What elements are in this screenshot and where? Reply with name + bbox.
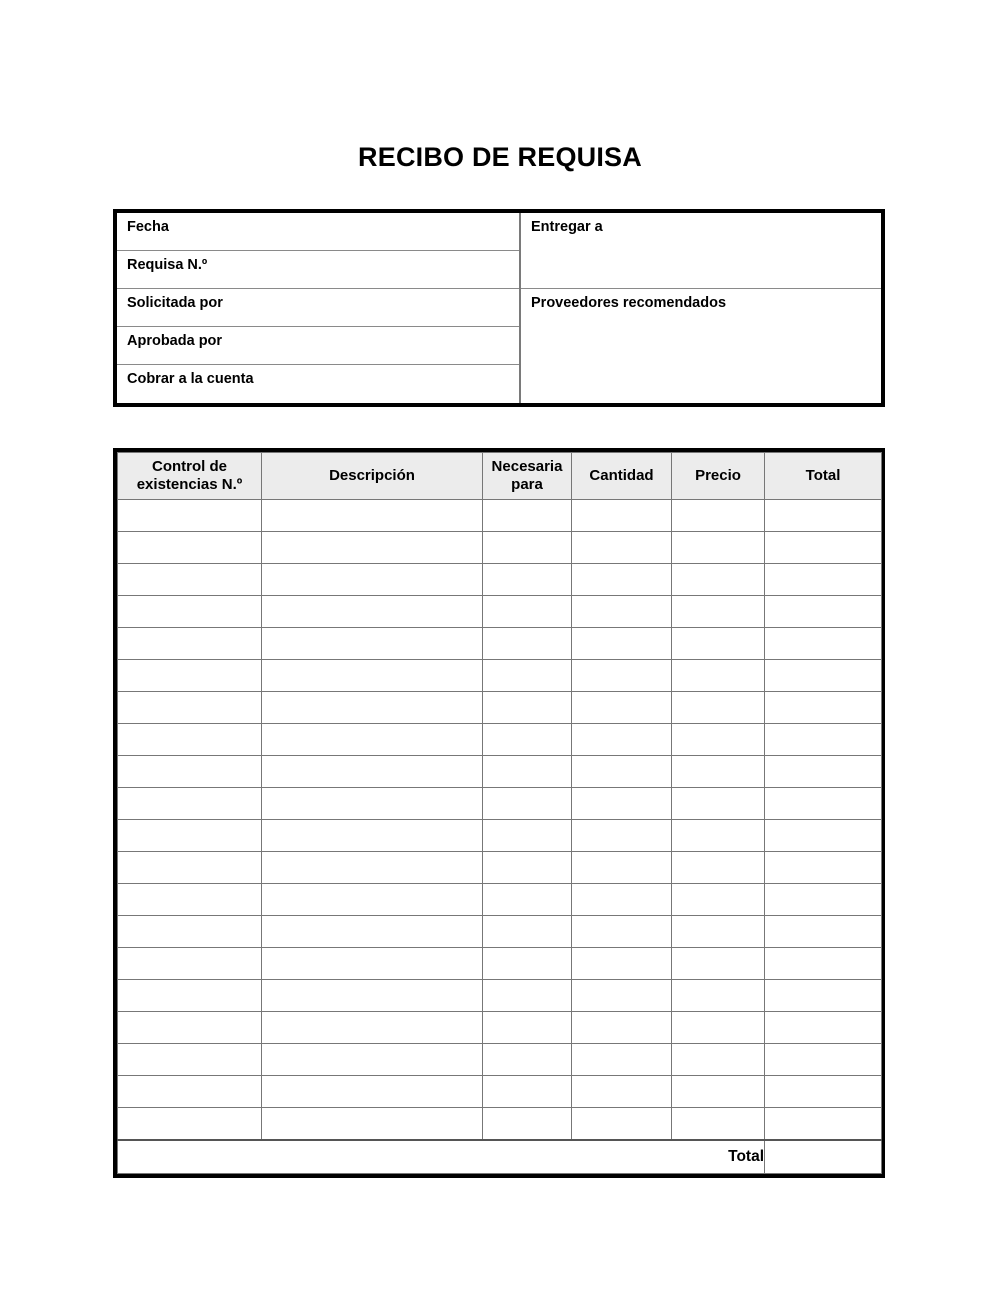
table-cell[interactable] (262, 884, 483, 916)
table-cell[interactable] (118, 596, 262, 628)
table-cell[interactable] (572, 1108, 672, 1141)
column-header-descripcion: Descripción (262, 453, 483, 500)
table-cell[interactable] (262, 1108, 483, 1141)
total-value-cell[interactable] (765, 1140, 882, 1174)
table-row (118, 1108, 882, 1141)
table-cell[interactable] (118, 948, 262, 980)
table-cell[interactable] (672, 884, 765, 916)
table-cell[interactable] (118, 788, 262, 820)
field-fecha[interactable] (117, 213, 519, 251)
table-cell[interactable] (672, 532, 765, 564)
column-header-cantidad: Cantidad (572, 453, 672, 500)
table-cell[interactable] (262, 916, 483, 948)
table-cell[interactable] (765, 692, 882, 724)
field-requisa-numero-label: Requisa N.º (127, 257, 208, 273)
table-row (118, 948, 882, 980)
table-cell[interactable] (483, 628, 572, 660)
table-cell[interactable] (262, 788, 483, 820)
table-cell[interactable] (483, 948, 572, 980)
table-cell[interactable] (765, 1076, 882, 1108)
table-cell[interactable] (572, 724, 672, 756)
table-row (118, 1012, 882, 1044)
table-cell[interactable] (765, 788, 882, 820)
table-cell[interactable] (483, 564, 572, 596)
table-cell[interactable] (672, 628, 765, 660)
table-row (118, 1044, 882, 1076)
table-row (118, 756, 882, 788)
table-cell[interactable] (572, 692, 672, 724)
table-cell[interactable] (483, 916, 572, 948)
table-cell[interactable] (483, 1076, 572, 1108)
table-cell[interactable] (572, 852, 672, 884)
table-cell[interactable] (483, 596, 572, 628)
table-cell[interactable] (262, 564, 483, 596)
table-row (118, 532, 882, 564)
table-cell[interactable] (765, 852, 882, 884)
table-row (118, 660, 882, 692)
table-cell[interactable] (765, 628, 882, 660)
table-cell[interactable] (765, 916, 882, 948)
table-cell[interactable] (572, 532, 672, 564)
table-cell[interactable] (262, 980, 483, 1012)
table-cell[interactable] (765, 500, 882, 532)
table-cell[interactable] (118, 500, 262, 532)
table-cell[interactable] (672, 916, 765, 948)
table-cell[interactable] (672, 820, 765, 852)
table-cell[interactable] (483, 532, 572, 564)
table-cell[interactable] (262, 1012, 483, 1044)
column-header-precio: Precio (672, 453, 765, 500)
table-cell[interactable] (483, 756, 572, 788)
field-aprobada-por-label: Aprobada por (127, 333, 223, 349)
table-row (118, 564, 882, 596)
table-row (118, 1076, 882, 1108)
table-cell[interactable] (118, 692, 262, 724)
table-row (118, 500, 882, 532)
field-solicitada-por[interactable] (117, 289, 519, 327)
table-cell[interactable] (765, 532, 882, 564)
table-row (118, 788, 882, 820)
items-table-body (118, 500, 882, 1141)
table-cell[interactable] (765, 884, 882, 916)
table-cell[interactable] (262, 724, 483, 756)
table-cell[interactable] (765, 1108, 882, 1141)
table-cell[interactable] (765, 756, 882, 788)
table-cell[interactable] (572, 564, 672, 596)
table-cell[interactable] (765, 1044, 882, 1076)
table-cell[interactable] (672, 660, 765, 692)
field-proveedores-recomendados[interactable] (521, 289, 881, 403)
items-table-foot (118, 1140, 882, 1174)
table-cell[interactable] (118, 756, 262, 788)
field-solicitada-por-label: Solicitada por (127, 295, 223, 311)
field-entregar-a-label: Entregar a (531, 219, 603, 235)
table-cell[interactable] (672, 692, 765, 724)
table-cell[interactable] (672, 1044, 765, 1076)
table-row (118, 820, 882, 852)
table-cell[interactable] (118, 1108, 262, 1141)
table-cell[interactable] (572, 948, 672, 980)
table-cell[interactable] (118, 564, 262, 596)
field-aprobada-por[interactable] (117, 327, 519, 365)
table-cell[interactable] (118, 820, 262, 852)
table-cell[interactable] (483, 724, 572, 756)
field-fecha-label: Fecha (127, 219, 169, 235)
table-cell[interactable] (572, 1012, 672, 1044)
table-cell[interactable] (483, 820, 572, 852)
items-table (117, 452, 882, 1174)
table-cell[interactable] (572, 980, 672, 1012)
requisition-info-box (113, 209, 885, 407)
total-label-cell: Total (118, 1140, 765, 1174)
table-cell[interactable] (765, 820, 882, 852)
table-cell[interactable] (672, 948, 765, 980)
table-cell[interactable] (118, 532, 262, 564)
table-cell[interactable] (483, 692, 572, 724)
table-cell[interactable] (483, 660, 572, 692)
table-row (118, 852, 882, 884)
table-cell[interactable] (483, 788, 572, 820)
table-cell[interactable] (262, 500, 483, 532)
table-cell[interactable] (483, 852, 572, 884)
table-cell[interactable] (672, 1108, 765, 1141)
field-proveedores-recomendados-label: Proveedores recomendados (531, 295, 727, 311)
table-cell[interactable] (483, 884, 572, 916)
table-cell[interactable] (765, 948, 882, 980)
field-cobrar-a-la-cuenta-label: Cobrar a la cuenta (127, 371, 254, 387)
table-cell[interactable] (765, 1012, 882, 1044)
items-table-header-row (118, 453, 882, 500)
page-title: RECIBO DE REQUISA (358, 142, 642, 172)
total-row (118, 1140, 882, 1174)
table-cell[interactable] (572, 500, 672, 532)
table-cell[interactable] (118, 1012, 262, 1044)
table-cell[interactable] (672, 788, 765, 820)
table-row (118, 628, 882, 660)
table-cell[interactable] (672, 1076, 765, 1108)
table-cell[interactable] (672, 724, 765, 756)
table-row (118, 916, 882, 948)
table-cell[interactable] (483, 1012, 572, 1044)
column-header-total: Total (765, 453, 882, 500)
field-entregar-a[interactable] (521, 213, 881, 289)
table-cell[interactable] (118, 628, 262, 660)
table-cell[interactable] (118, 660, 262, 692)
table-cell[interactable] (672, 500, 765, 532)
table-cell[interactable] (572, 1076, 672, 1108)
table-cell[interactable] (118, 980, 262, 1012)
table-cell[interactable] (262, 756, 483, 788)
table-row (118, 596, 882, 628)
table-cell[interactable] (672, 756, 765, 788)
table-row (118, 980, 882, 1012)
table-cell[interactable] (572, 916, 672, 948)
items-table-head (118, 453, 882, 500)
table-cell[interactable] (765, 724, 882, 756)
column-header-necesaria-para: Necesaria para (483, 453, 572, 500)
field-requisa-numero[interactable] (117, 251, 519, 289)
table-row (118, 692, 882, 724)
table-row (118, 884, 882, 916)
table-row (118, 724, 882, 756)
table-cell[interactable] (672, 1012, 765, 1044)
table-cell[interactable] (572, 628, 672, 660)
table-cell[interactable] (118, 916, 262, 948)
table-cell[interactable] (572, 596, 672, 628)
table-cell[interactable] (572, 756, 672, 788)
table-cell[interactable] (572, 884, 672, 916)
table-cell[interactable] (262, 1076, 483, 1108)
table-cell[interactable] (483, 1044, 572, 1076)
table-cell[interactable] (118, 1044, 262, 1076)
table-cell[interactable] (118, 1076, 262, 1108)
table-cell[interactable] (262, 852, 483, 884)
items-table-container (113, 448, 885, 1178)
table-cell[interactable] (262, 596, 483, 628)
table-cell[interactable] (118, 852, 262, 884)
field-cobrar-a-la-cuenta[interactable] (117, 365, 519, 403)
table-cell[interactable] (572, 820, 672, 852)
table-cell[interactable] (572, 1044, 672, 1076)
table-cell[interactable] (765, 980, 882, 1012)
table-cell[interactable] (262, 1044, 483, 1076)
table-cell[interactable] (672, 980, 765, 1012)
table-cell[interactable] (262, 820, 483, 852)
table-cell[interactable] (572, 660, 672, 692)
table-cell[interactable] (262, 660, 483, 692)
table-cell[interactable] (572, 788, 672, 820)
table-cell[interactable] (262, 692, 483, 724)
table-cell[interactable] (483, 980, 572, 1012)
table-cell[interactable] (672, 852, 765, 884)
table-cell[interactable] (483, 1108, 572, 1141)
table-cell[interactable] (672, 596, 765, 628)
table-cell[interactable] (262, 532, 483, 564)
info-box-right-column (521, 213, 881, 403)
table-cell[interactable] (672, 564, 765, 596)
column-header-control-de-existencias: Control de existencias N.º (118, 453, 262, 500)
table-cell[interactable] (483, 500, 572, 532)
table-cell[interactable] (765, 660, 882, 692)
table-cell[interactable] (118, 884, 262, 916)
table-cell[interactable] (262, 628, 483, 660)
table-cell[interactable] (262, 948, 483, 980)
table-cell[interactable] (118, 724, 262, 756)
info-box-left-column (117, 213, 521, 403)
table-cell[interactable] (765, 596, 882, 628)
table-cell[interactable] (765, 564, 882, 596)
